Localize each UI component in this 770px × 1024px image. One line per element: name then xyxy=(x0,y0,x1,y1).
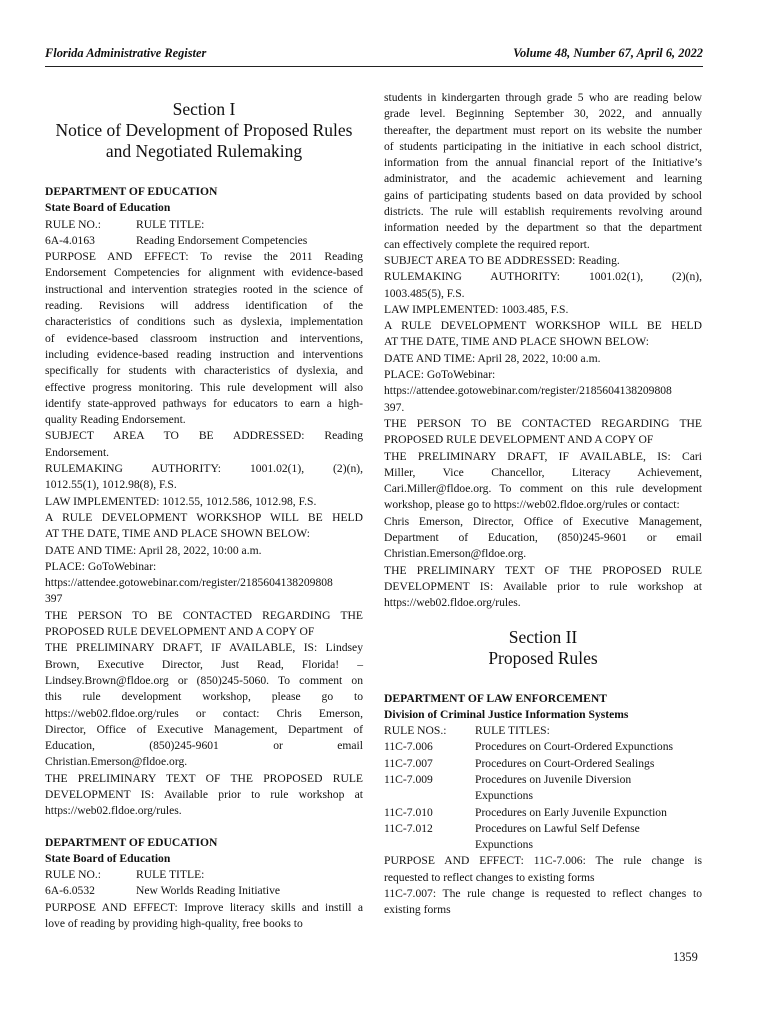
notice-block xyxy=(45,835,363,933)
text-line: requested to reflect changes to existing forms xyxy=(384,870,595,884)
text-line: DEVELOPMENT IS: Available prior to rule workshop at xyxy=(45,787,363,801)
text-line: AT THE DATE, TIME AND PLACE SHOWN BELOW: xyxy=(384,335,649,349)
rule-title: Reading Endorsement Competencies xyxy=(136,233,308,247)
rule-number: 11C-7.006 xyxy=(384,740,433,754)
rule-number: 11C-7.012 xyxy=(384,821,433,835)
text-line: A RULE DEVELOPMENT WORKSHOP WILL BE HELD xyxy=(45,510,363,524)
text-line: AT THE DATE, TIME AND PLACE SHOWN BELOW: xyxy=(45,527,310,541)
rule-row xyxy=(384,805,702,821)
rule-row xyxy=(384,821,702,837)
text-line: THE PRELIMINARY DRAFT, IF AVAILABLE, IS: Cari xyxy=(384,449,702,463)
text-line: Endorsement. xyxy=(45,445,110,459)
text-line: love of reading by providing high-quality, free books to xyxy=(45,917,303,931)
text-line: THE PRELIMINARY TEXT OF THE PROPOSED RULE xyxy=(384,563,702,577)
text-line: reading. Revisions will address identification of the xyxy=(45,299,363,313)
text-line: LAW IMPLEMENTED: 1003.485, F.S. xyxy=(384,302,569,316)
page-number: 1359 xyxy=(673,950,698,964)
text-line: RULEMAKING AUTHORITY: 1001.02(1), (2)(n), xyxy=(45,462,363,476)
board-name: State Board of Education xyxy=(45,851,171,865)
text-line: PLACE: GoToWebinar: xyxy=(45,559,157,573)
rule-title: Expunctions xyxy=(475,789,533,803)
rule-nos-label: RULE NOS.: xyxy=(384,724,447,738)
notice-block xyxy=(45,184,363,820)
rule-title: Procedures on Lawful Self Defense xyxy=(475,821,640,835)
publication-title: Florida Administrative Register xyxy=(45,46,207,60)
department-name: DEPARTMENT OF LAW ENFORCEMENT xyxy=(384,691,608,705)
text-line: PROPOSED RULE DEVELOPMENT AND A COPY OF xyxy=(45,625,315,639)
board-name: State Board of Education xyxy=(45,201,171,215)
rule-number xyxy=(384,788,475,804)
rule-title: Procedures on Court-Ordered Sealings xyxy=(475,756,655,770)
text-line: administrator, and the academic achievement and learning xyxy=(384,172,702,186)
text-line: Christian.Emerson@fldoe.org. xyxy=(384,547,527,561)
division-name: Division of Criminal Justice Information Systems xyxy=(384,707,629,721)
rule-number: 11C-7.010 xyxy=(384,805,433,819)
text-line: 1003.485(5), F.S. xyxy=(384,286,465,300)
rule-titles-label: RULE TITLES: xyxy=(475,724,550,738)
text-line: of evidence-based classroom instruction and interventions, xyxy=(45,331,363,345)
text-line: Brown, Executive Director, Just Read, Florida! – xyxy=(45,657,363,671)
text-line: Chris Emerson, Director, Office of Executive Management, xyxy=(384,514,702,528)
text-line: grade level. Beginning September 30, 2022, and annually xyxy=(384,107,702,121)
text-line: of students participating in the initiative in each school district, xyxy=(384,139,702,153)
text-line: https://attendee.gotowebinar.com/register/2185604138209808 xyxy=(45,576,333,590)
text-line: Cari.Miller@fldoe.org. To comment on this rule development xyxy=(384,482,702,496)
right-column xyxy=(384,90,702,919)
text-line: Education, (850)245-9601 or email xyxy=(45,739,363,753)
text-line: including evidence-based reading instruction and interventions xyxy=(45,347,363,361)
text-line: SUBJECT AREA TO BE ADDRESSED: Reading. xyxy=(384,253,620,267)
proposed-rule-block xyxy=(384,691,702,919)
text-line: 397. xyxy=(384,400,405,414)
text-line: https://web02.fldoe.org/rules. xyxy=(384,596,521,610)
text-line: thereafter, the department must report on its website the number xyxy=(384,123,702,137)
department-name: DEPARTMENT OF EDUCATION xyxy=(45,835,218,849)
text-line: workshop, please go to https://web02.fldoe.org/rules or contact: xyxy=(384,498,680,512)
text-line: information needed by the department so that the department xyxy=(384,221,702,235)
text-line: PURPOSE AND EFFECT: 11C-7.006: The rule change is xyxy=(384,854,702,868)
text-line: this rule development workshop, please go to xyxy=(45,690,363,704)
text-line: RULEMAKING AUTHORITY: 1001.02(1), (2)(n), xyxy=(384,270,702,284)
rule-header-row xyxy=(384,723,702,739)
text-line: PLACE: GoToWebinar: xyxy=(384,368,496,382)
header-rule xyxy=(45,66,703,67)
text-line: students in kindergarten through grade 5 who are reading below xyxy=(384,91,702,104)
section-number: Section II xyxy=(508,626,578,647)
text-line: PURPOSE AND EFFECT: Improve literacy skills and instill a xyxy=(45,900,363,914)
rule-title: Expunctions xyxy=(475,838,533,852)
rule-number: 11C-7.009 xyxy=(384,772,433,786)
text-line: DEVELOPMENT IS: Available prior to rule workshop at xyxy=(384,579,702,593)
text-line: quality Reading Endorsement. xyxy=(45,413,186,427)
text-line: THE PERSON TO BE CONTACTED REGARDING THE xyxy=(45,608,363,622)
text-line: identify state-approved pathways for educators to earn a high- xyxy=(45,396,363,410)
text-line: PURPOSE AND EFFECT: To revise the 2011 Reading xyxy=(45,250,363,264)
text-line: THE PRELIMINARY TEXT OF THE PROPOSED RULE xyxy=(45,771,363,785)
text-line: instructional and intervention strategies rooted in the science of xyxy=(45,282,363,296)
rule-row xyxy=(384,788,702,804)
proposed-rule-text xyxy=(384,853,702,918)
text-line: LAW IMPLEMENTED: 1012.55, 1012.586, 1012.98, F.S. xyxy=(45,494,317,508)
rule-number: 6A-4.0163 xyxy=(45,233,95,247)
rule-header-row xyxy=(45,217,363,233)
text-line: Director, Office of Executive Management, Department of xyxy=(45,722,363,736)
continued-notice-text xyxy=(384,90,702,612)
text-line: characteristics of conditions such as dyslexia, implementation xyxy=(45,315,363,329)
text-line: specifically for students with characteristics of dyslexia, and xyxy=(45,364,363,378)
text-line: Christian.Emerson@fldoe.org. xyxy=(45,755,188,769)
text-line: can effectively complete the required report. xyxy=(384,237,590,251)
rule-row xyxy=(384,837,702,853)
section-title-line: Proposed Rules xyxy=(488,647,598,668)
rule-row xyxy=(384,739,702,755)
section-heading xyxy=(45,99,363,162)
text-line: 11C-7.007: The rule change is requested to reflect changes to xyxy=(384,887,702,901)
text-line: gains of participating students based on data provided by school xyxy=(384,188,702,202)
text-line: existing forms xyxy=(384,903,451,917)
text-line: https://web02.fldoe.org/rules or contact: Chris Emerson, xyxy=(45,706,363,720)
text-line: THE PERSON TO BE CONTACTED REGARDING THE xyxy=(384,416,702,430)
section-number: Section I xyxy=(172,99,236,119)
rule-title-label: RULE TITLE: xyxy=(136,868,205,882)
text-line: Lindsey.Brown@fldoe.org or (850)245-5060. To comment on xyxy=(45,673,363,687)
text-line: THE PRELIMINARY DRAFT, IF AVAILABLE, IS: Lindsey xyxy=(45,641,363,655)
issue-info: Volume 48, Number 67, April 6, 2022 xyxy=(513,46,703,60)
rule-title: Procedures on Early Juvenile Expunction xyxy=(475,805,667,819)
rule-row xyxy=(45,883,363,899)
section-title-line: and Negotiated Rulemaking xyxy=(105,141,303,161)
rule-row xyxy=(384,772,702,788)
text-line: Department of Education, (850)245-9601 or email xyxy=(384,531,702,545)
text-line: Miller, Vice Chancellor, Literacy Achievement, xyxy=(384,465,702,479)
rule-list xyxy=(384,739,702,853)
rule-title: Procedures on Juvenile Diversion xyxy=(475,772,632,786)
text-line: SUBJECT AREA TO BE ADDRESSED: Reading xyxy=(45,429,363,443)
notice-text xyxy=(45,900,363,933)
rule-number xyxy=(384,837,475,853)
notice-text xyxy=(45,249,363,819)
rule-no-label: RULE NO.: xyxy=(45,868,102,882)
rule-title-label: RULE TITLE: xyxy=(136,217,205,231)
text-line: A RULE DEVELOPMENT WORKSHOP WILL BE HELD xyxy=(384,319,702,333)
rule-row xyxy=(45,233,363,249)
department-name: DEPARTMENT OF EDUCATION xyxy=(45,185,218,198)
text-line: 397 xyxy=(45,592,63,606)
rule-title: Procedures on Court-Ordered Expunctions xyxy=(475,740,674,754)
left-column xyxy=(45,90,363,932)
text-line: PROPOSED RULE DEVELOPMENT AND A COPY OF xyxy=(384,433,654,447)
section-title-line: Notice of Development of Proposed Rules xyxy=(55,120,353,140)
text-line: information from the annual financial report of the Initiative’s xyxy=(384,156,702,170)
text-line: https://web02.fldoe.org/rules. xyxy=(45,804,182,818)
text-line: https://attendee.gotowebinar.com/register/2185604138209808 xyxy=(384,384,672,398)
text-line: Endorsement Competencies for alignment with evidence-based xyxy=(45,266,363,280)
rule-row xyxy=(384,756,702,772)
text-line: DATE AND TIME: April 28, 2022, 10:00 a.m. xyxy=(45,543,262,557)
rule-header-row xyxy=(45,867,363,883)
text-line: DATE AND TIME: April 28, 2022, 10:00 a.m. xyxy=(384,351,601,365)
text-line: districts. The rule will establish requirements revolving around xyxy=(384,205,702,219)
text-line: 1012.55(1), 1012.98(8), F.S. xyxy=(45,478,177,492)
rule-no-label: RULE NO.: xyxy=(45,217,102,231)
rule-number: 6A-6.0532 xyxy=(45,884,95,898)
text-line: effective progress monitoring. This rule development will also xyxy=(45,380,363,394)
rule-number: 11C-7.007 xyxy=(384,756,433,770)
running-head xyxy=(45,46,703,66)
rule-title: New Worlds Reading Initiative xyxy=(136,884,281,898)
section-heading xyxy=(384,627,702,669)
